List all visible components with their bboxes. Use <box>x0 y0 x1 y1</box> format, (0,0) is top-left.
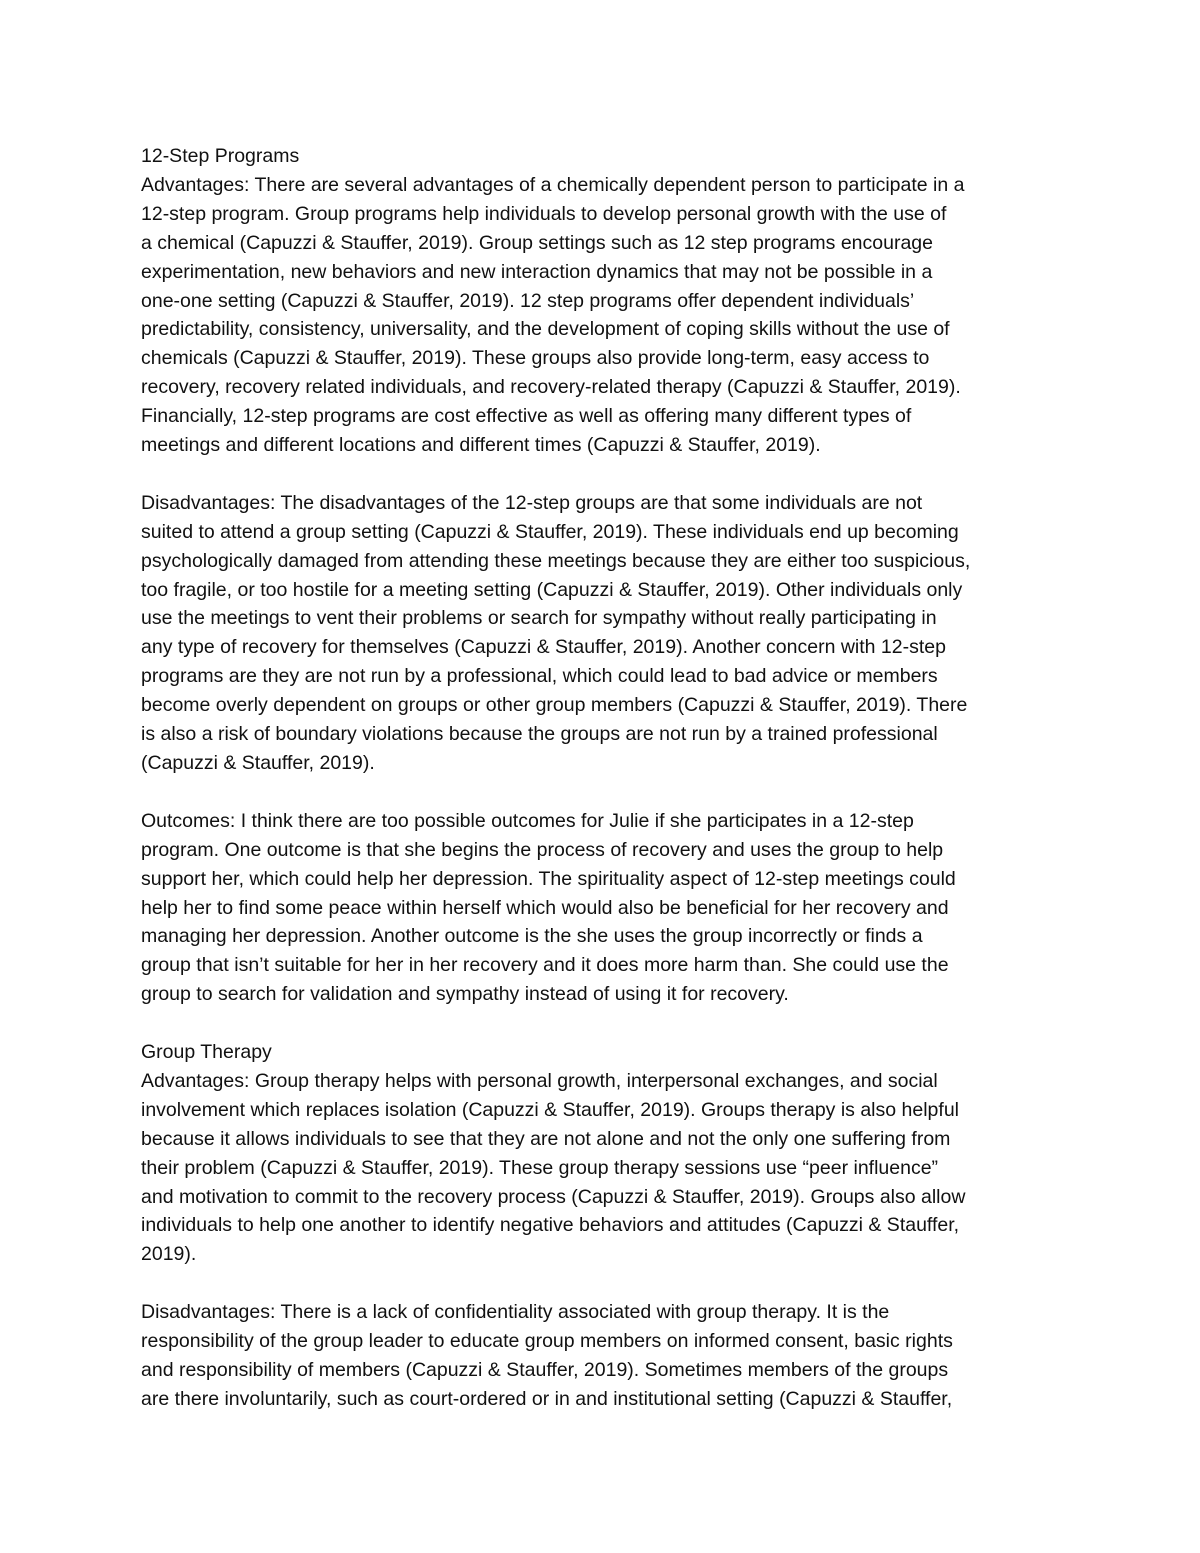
text-line: one-one setting (Capuzzi & Stauffer, 2019). 12 step programs offer dependent individuals’ <box>141 289 915 312</box>
text-line: because it allows individuals to see that they are not alone and not the only one suffering from <box>141 1127 951 1150</box>
text-line: experimentation, new behaviors and new interaction dynamics that may not be possible in a <box>141 260 933 283</box>
text-line: any type of recovery for themselves (Capuzzi & Stauffer, 2019). Another concern with 12-step <box>141 636 946 659</box>
paragraph-gap <box>141 1269 1063 1298</box>
text-line: are there involuntarily, such as court-ordered or in and institutional setting (Capuzzi & Stauffer, <box>141 1387 953 1410</box>
text-line: predictability, consistency, universality, and the development of coping skills without the use of <box>141 318 950 341</box>
text-line: support her, which could help her depression. The spirituality aspect of 12-step meetings could <box>141 867 956 890</box>
text-line: responsibility of the group leader to educate group members on informed consent, basic rights <box>141 1330 953 1353</box>
text-line: Advantages: There are several advantages of a chemically dependent person to participate in a <box>141 173 965 196</box>
text-line: 2019). <box>141 1243 197 1266</box>
text-line: psychologically damaged from attending these meetings because they are either too suspicious, <box>141 549 971 572</box>
text-line: 12-step program. Group programs help individuals to develop personal growth with the use of <box>141 202 947 225</box>
section-2-advantages <box>141 1067 1063 1269</box>
text-line: meetings and different locations and different times (Capuzzi & Stauffer, 2019). <box>141 434 821 457</box>
section-1-heading <box>141 142 1063 171</box>
text-line: Disadvantages: The disadvantages of the 12-step groups are that some individuals are not <box>141 491 923 514</box>
text-line: program. One outcome is that she begins the process of recovery and uses the group to help <box>141 838 944 861</box>
text-line: is also a risk of boundary violations because the groups are not run by a trained professional <box>141 723 938 746</box>
text-line: use the meetings to vent their problems or search for sympathy without really participating in <box>141 607 937 630</box>
text-line: Advantages: Group therapy helps with personal growth, interpersonal exchanges, and social <box>141 1069 938 1092</box>
text-line: group that isn’t suitable for her in her recovery and it does more harm than. She could use the <box>141 954 949 977</box>
text-line: individuals to help one another to identify negative behaviors and attitudes (Capuzzi & Stauffer, <box>141 1214 960 1237</box>
text-line: Disadvantages: There is a lack of confidentiality associated with group therapy. It is the <box>141 1301 890 1324</box>
text-line: suited to attend a group setting (Capuzzi & Stauffer, 2019). These individuals end up becoming <box>141 520 959 543</box>
text-line: Outcomes: I think there are too possible outcomes for Julie if she participates in a 12-step <box>141 809 914 832</box>
text-line: help her to find some peace within herself which would also be beneficial for her recovery and <box>141 896 949 919</box>
section-1-advantages <box>141 171 1063 460</box>
text-line: become overly dependent on groups or other group members (Capuzzi & Stauffer, 2019). There <box>141 694 968 717</box>
paragraph-gap <box>141 460 1063 489</box>
text-line: a chemical (Capuzzi & Stauffer, 2019). Group settings such as 12 step programs encourage <box>141 231 933 254</box>
text-line: involvement which replaces isolation (Capuzzi & Stauffer, 2019). Groups therapy is also helpful <box>141 1098 959 1121</box>
text-line: programs are they are not run by a professional, which could lead to bad advice or members <box>141 665 938 688</box>
document-body <box>141 142 1063 1414</box>
text-line: (Capuzzi & Stauffer, 2019). <box>141 752 375 775</box>
section-1-outcomes <box>141 807 1063 1009</box>
text-line: too fragile, or too hostile for a meeting setting (Capuzzi & Stauffer, 2019). Other individuals only <box>141 578 963 601</box>
section-1-disadvantages <box>141 489 1063 778</box>
text-line: recovery, recovery related individuals, and recovery-related therapy (Capuzzi & Stauffer, 2019). <box>141 376 961 399</box>
paragraph-gap <box>141 778 1063 807</box>
text-line: chemicals (Capuzzi & Stauffer, 2019). These groups also provide long-term, easy access to <box>141 347 930 370</box>
text-line: group to search for validation and sympathy instead of using it for recovery. <box>141 983 789 1006</box>
paragraph-gap <box>141 1009 1063 1038</box>
text-line: Financially, 12-step programs are cost effective as well as offering many different types of <box>141 405 912 428</box>
text-line: and motivation to commit to the recovery process (Capuzzi & Stauffer, 2019). Groups also allow <box>141 1185 966 1208</box>
section-2-disadvantages <box>141 1298 1063 1414</box>
text-line: and responsibility of members (Capuzzi & Stauffer, 2019). Sometimes members of the groups <box>141 1359 949 1381</box>
heading-line: Group Therapy <box>141 1041 272 1064</box>
text-line: managing her depression. Another outcome is the she uses the group incorrectly or finds a <box>141 925 923 948</box>
heading-line: 12-Step Programs <box>141 145 300 167</box>
text-line: their problem (Capuzzi & Stauffer, 2019). These group therapy sessions use “peer influence” <box>141 1156 939 1179</box>
section-2-heading <box>141 1038 1063 1067</box>
